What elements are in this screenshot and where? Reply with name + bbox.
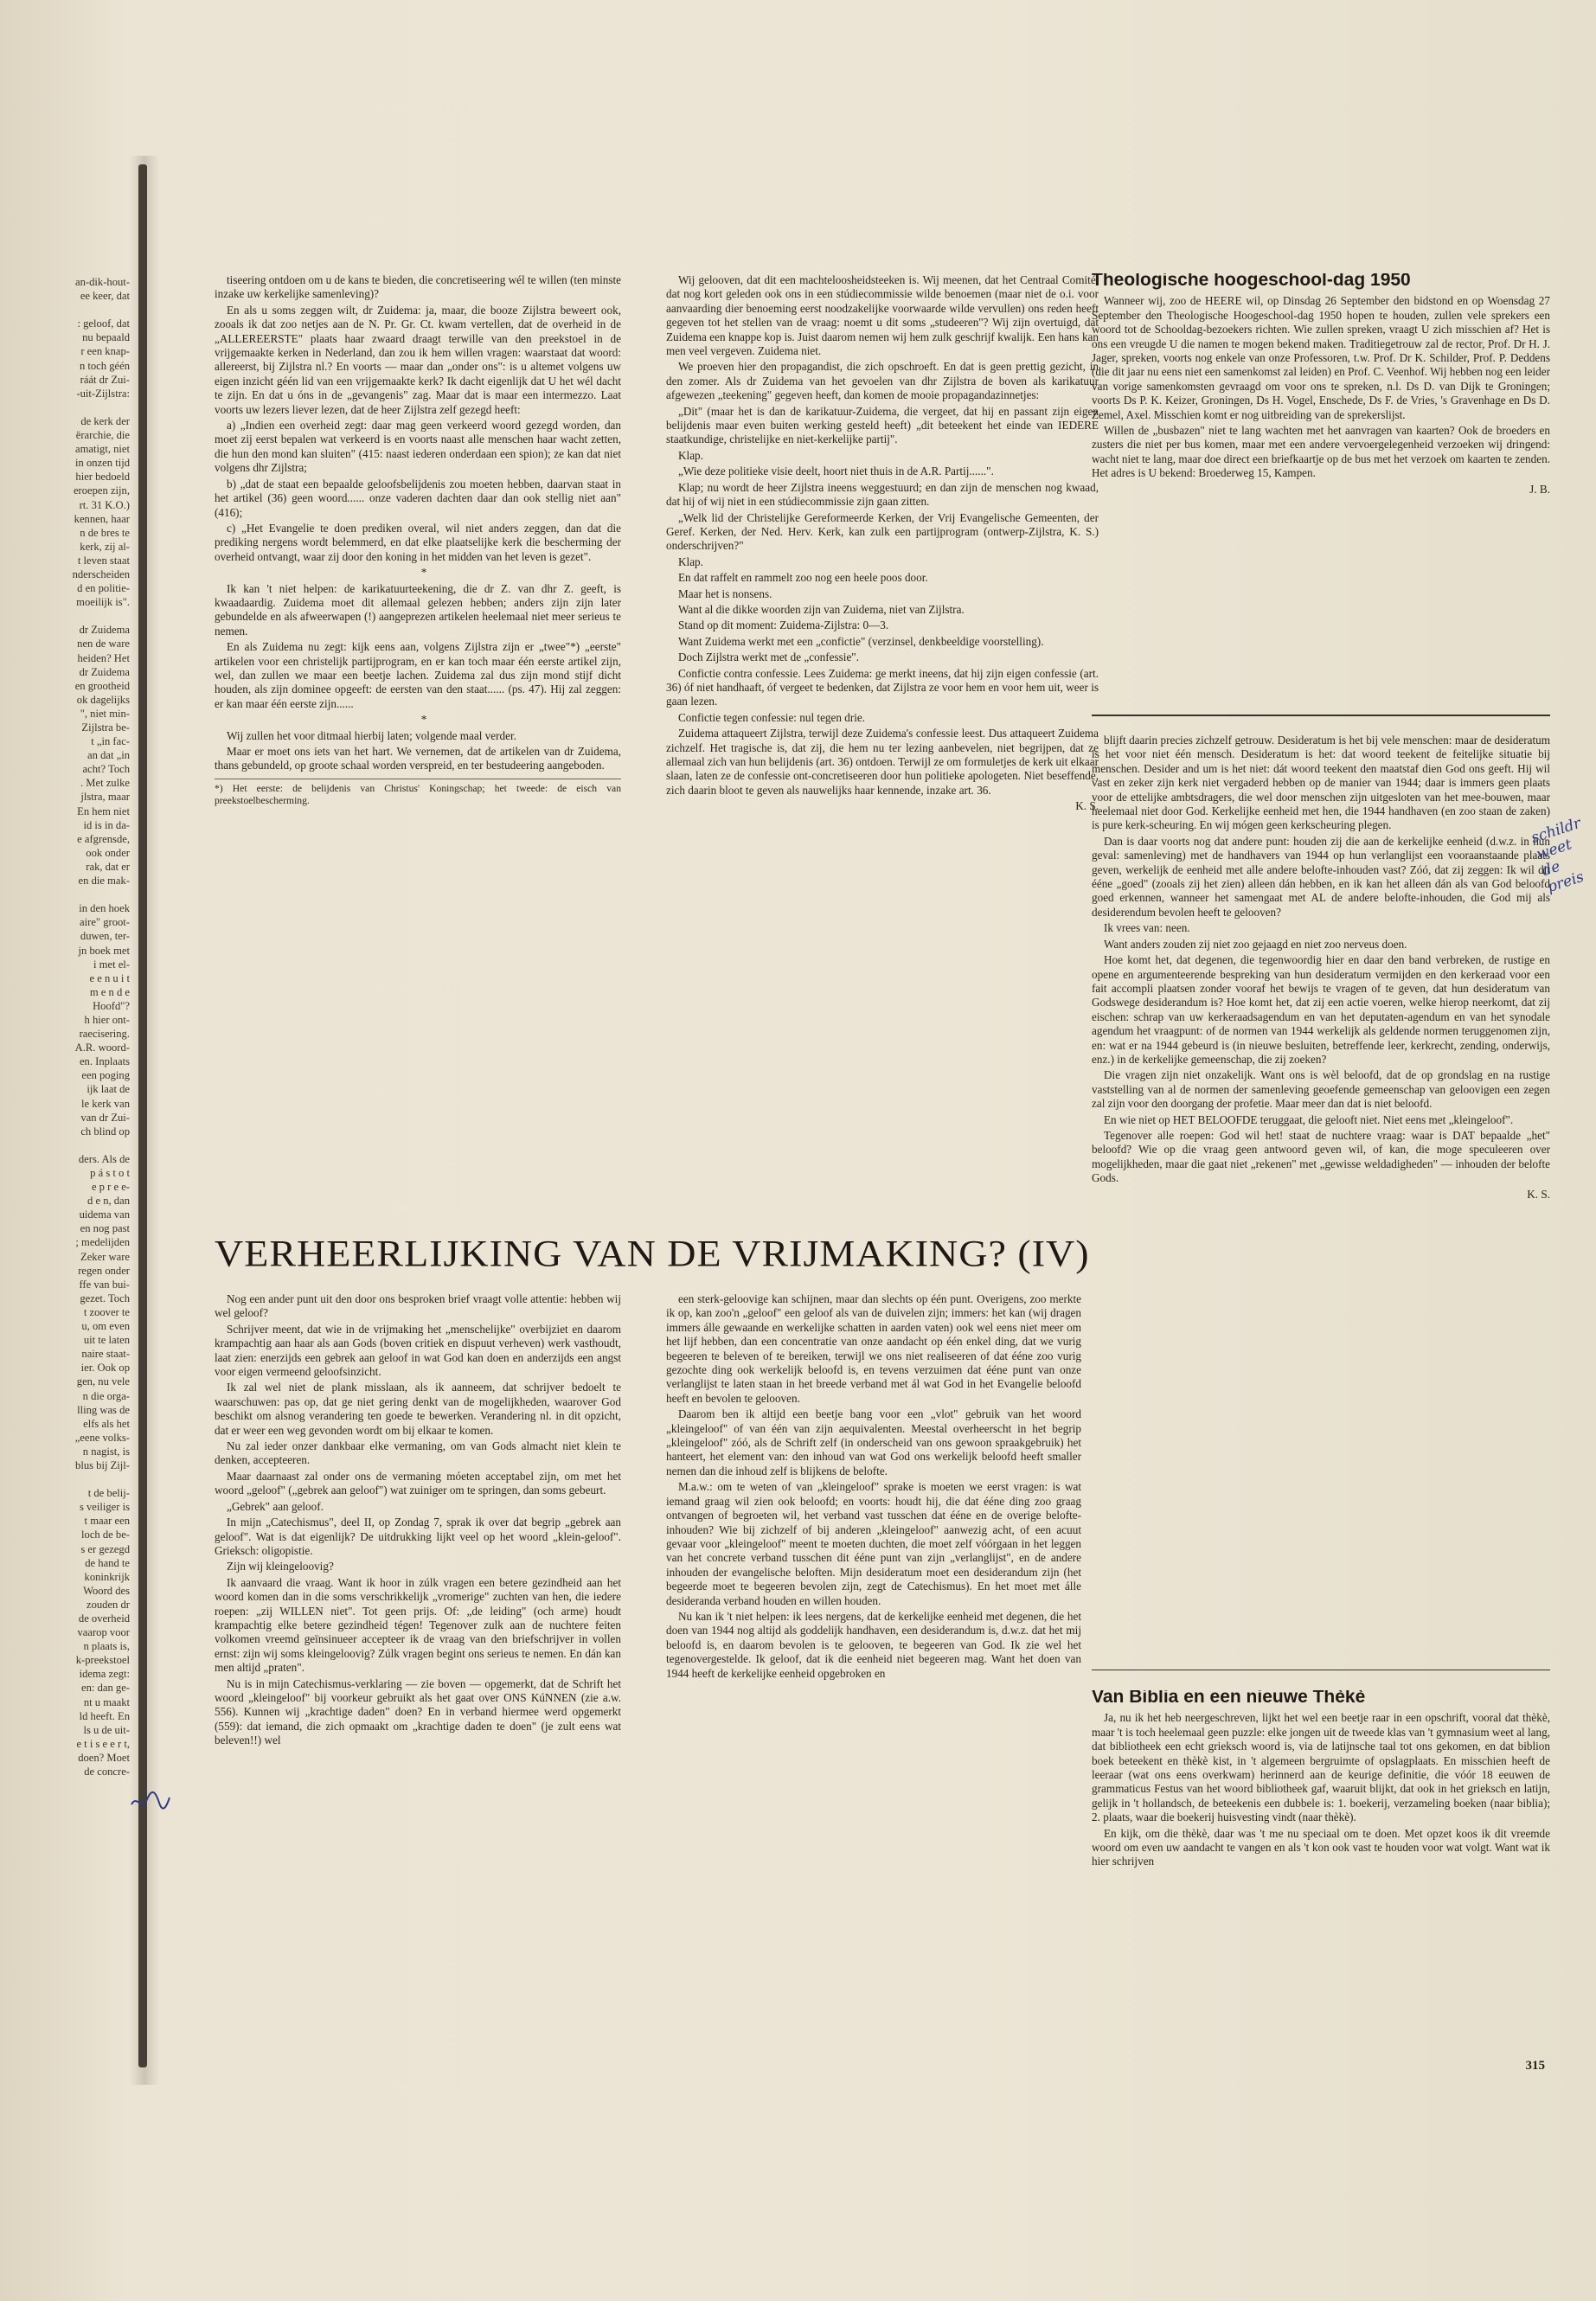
paragraph: „Dit" (maar het is dan de karikatuur-Zuidema, die vergeet, dat hij en passant zijn eigen belijdenis maar even buiten werking gesteld heeft) „dit beteekent het einde van IEDERE staatkundige, christelijke en niet-kerkelijke partij".: [666, 404, 1099, 446]
stub-line: t leven staat: [77, 554, 130, 567]
stub-line: in onzen tijd: [75, 457, 130, 470]
article-column-1-body: [215, 273, 621, 773]
stub-line: e p r e e-: [91, 1181, 130, 1194]
paragraph: „Wie deze politieke visie deelt, hoort niet thuis in de A.R. Partij......".: [678, 465, 994, 478]
stub-line: rt. 31 K.O.): [79, 498, 130, 511]
paragraph: Klap; nu wordt de heer Zijlstra ineens weggestuurd; en dan zijn de menschen nog kwaad, dat hij of wij niet in een stúdiecommissie zijn gaan zitten.: [666, 480, 1099, 509]
paragraph: Klap.: [678, 554, 703, 568]
stub-line: nt u maakt: [83, 1695, 130, 1708]
stub-line: Zijlstra be-: [81, 721, 130, 734]
schooldag-signoff: J. B.: [1529, 482, 1550, 496]
article-headline: VERHEERLIJKING VAN DE VRIJMAKING? (IV): [215, 1232, 1090, 1274]
paragraph: Wij gelooven, dat dit een machteloosheidsteeken is. Wij meenen, dat het Centraal Comité, dat nog kort geleden ook ons in een stúdiecommissie wilde benoemen (maar niet de o.i. voor aanvaarding dier benoeming eerst noodzakelijke voorwaarde wilde vervullen) ons reden heeft gegeven tot het stellen van de vraag: noemt u dit soms „studeeren"? Wij zijn overtuigd, dat Zuidema een knappe kop is. Juist daarom nemen wij hem zulk geschrijf kwalijk. Een hans kan men veel vergeven. Zuidema niet.: [666, 273, 1099, 358]
stub-line: A.R. woord-: [74, 1042, 130, 1054]
stub-line: e afgrensde,: [77, 832, 130, 845]
paragraph: Confictie contra confessie. Lees Zuidema: ge merkt ineens, dat hij zijn eigen confessie (art. 36) óf niet handhaaft, óf vergeet te bedenken, dat Zijlstra ze voor hem en voor hem uit, weer is gaan lezen.: [666, 666, 1099, 708]
paragraph: Nu zal ieder onzer dankbaar elke vermaning, om van Gods almacht niet klein te denken, accepteeren.: [215, 1439, 621, 1467]
stub-line: eroepen zijn,: [73, 484, 130, 497]
stub-line: ffe van bui-: [79, 1278, 130, 1291]
stub-line: doen? Moet: [78, 1751, 130, 1764]
stub-line: le kerk van: [81, 1097, 130, 1110]
paragraph: M.a.w.: om te weten of van „kleingeloof" sprake is moeten we eerst vragen: is wat iemand graag wil zien ook beloofd; en voorts: houdt hij, die dat ééne ding zoo graag ontvangen of begroeten wil, het verband vast tusschen dat ééne en de overige belofte-inhouden? Wie bij zichzelf of bij anderen „kleingeloof" aanwezig acht, of een acuut gevaar voor „kleingeloof" meent te moeten duchten, die moet zelf vóórgaan in het leggen van het concrete verband tusschen dit ééne punt van zijn „verlanglijst", en de andere inhouden der evangelische beloften. Mijn desideratum moet een desiderandum zijn (het begeerde moet te begeeren bevolen zijn, zegt de Catechismus). En het moet met álle desideranda verband houden en willen houden.: [666, 1480, 1081, 1607]
stub-line: h hier ont-: [84, 1013, 130, 1026]
stub-line: koninkrijk: [84, 1570, 130, 1583]
stub-line: [0, 1138, 130, 1152]
stub-line: dr Zuidema: [79, 665, 130, 678]
paragraph: Daarom ben ik altijd een beetje bang voor een „vlot" gebruik van het woord „kleingeloof" of van één van zijn aequivalenten. Meestal overheerscht in het begrip „kleingeloof" zóó, als de Schrift zelf (in onderscheid van ons gewoon spraakgebruik) het hanteert, het element van: den inhoud van wat God ons werkelijk beloofd heeft smaller nemen dan die inhoud zelf is blijkens de belofte.: [666, 1407, 1081, 1477]
stub-line: de kerk der: [80, 414, 130, 427]
page-number: 315: [1525, 2059, 1545, 2073]
stub-line: e t i s e e r t,: [76, 1737, 130, 1750]
stub-line: n nagist, is: [82, 1445, 130, 1458]
previous-page-stub-column: [0, 275, 130, 2022]
section-divider: [1092, 715, 1550, 716]
paragraph: We proeven hier den propagandist, die zich opschroeft. En dat is geen prettig gezicht, in den zomer. Als dr Zuidema van het gevoelen van dhr Zijlstra de boven als karikatuur afgewezen „teekening" gegeven heeft, dan komen de mooie propagandazinnetjes:: [666, 360, 1099, 402]
stub-line: hier bedoeld: [75, 471, 130, 484]
stub-line: elfs als het: [83, 1417, 130, 1430]
biblia-body: [1092, 1711, 1550, 1868]
paragraph: Want anders zouden zij niet zoo gejaagd en niet zoo nerveus doen.: [1104, 937, 1407, 951]
paragraph: Ik aanvaard die vraag. Want ik hoor in zúlk vragen een betere gezindheid aan het woord komen dan in die soms verschrikkelijk „vromerige" zuchten van hen, die iedere roepen: „zij WILLEN niet". Tot geen prijs. Of: „de leiding" (och arme) houdt krampachtig elke betere gezindheid tégen! Tegenover zulk aan de nuchtere feiten volkomen vreemd geïnsinueer accepteer ik de vraag van den briefschrijver in vollen ernst: zijn wij soms kleingeloovig? Zúlk vragen begint ons serieus te nemen. En dán kan men altijd „praten".: [215, 1575, 621, 1675]
stub-line: de overheid: [78, 1612, 130, 1625]
stub-line: van dr Zui-: [80, 1111, 130, 1124]
article-signoff: K. S.: [1075, 799, 1099, 813]
paragraph: een sterk-geloovige kan schijnen, maar dan slechts op één punt. Overigens, zoo merkte ik op, kan zoo'n „geloof" een geloof als van de duivelen zijn; immers: het kan (wij dragen immers álle gewaande en werkelijke schatten in aarden vaten) ook wel eens niet meer om het lijf hebben, dan een concentratie van onze aandacht op één enkel ding, dat we vurig begeeren te beleven of te bereiken, terwijl we ons niet realiseeren of dat ééne zoo vurig gezochte ding ook werkelijk beloofd is, en tevens verzuimen dat ééne punt van onze verlanglijst te laten staan in het breede verband met ál wat God in het Evangelie beloofd heeft en bevolen te gelooven.: [666, 1292, 1081, 1405]
stub-line: ", niet min-: [80, 707, 130, 720]
margin-scribble-icon: [130, 1789, 171, 1813]
stub-line: rak, dat er: [86, 860, 130, 873]
stub-line: k-preekstoel: [75, 1654, 130, 1667]
paragraph: Maar er moet ons iets van het hart. We vernemen, dat de artikelen van dr Zuidema, thans gebundeld, op groote schaal worden verspreid, en ter bestudeering aangeboden.: [215, 745, 621, 772]
paragraph: En kijk, om die thèkè, daar was 't me nu speciaal om te doen. Met opzet koos ik dit vreemde woord om even uw aandacht te vangen en als 't kon ook vast te houden voor wat volgt. Want wat ik hier schrijven: [1092, 1826, 1550, 1868]
article-column-1: [215, 273, 621, 1225]
stub-line: Zeker ware: [80, 1250, 130, 1263]
biblia-heading: Van Biblia en een nieuwe Thèkè: [1092, 1690, 1366, 1707]
paragraph: blijft daarin precies zichzelf getrouw. Desideratum is het bij vele menschen: maar de desideratum is het voor niet één mensch. Desideratum is het: dat woord teekent de feitelijke situatie bij menschen. Desider and um is het niet: dát woord teekent den maatstaf dien God ons geeft. Hij wil vast en zeker zijn kerk niet vergaderd hebben op de manier van 1944; daar is immers geen plaats voor de ettelijke ambtsdragers, die wel door menschen zijn uitgesloten van het mee-bouwen, maar heelemaal niet door God. Kerkelijke eenheid met hen, die 1944 handhaven (en zoo staan de zaken) is pure kerk-scheuring. En wij mógen geen kerkscheuring plegen.: [1092, 734, 1550, 832]
paragraph: Maar het is nonsens.: [678, 586, 772, 600]
stub-line: amatigt, niet: [75, 443, 130, 456]
paragraph: Die vragen zijn niet onzakelijk. Want ons is wèl beloofd, dat de op grondslag en na rustige vaststelling van al de normen der samenleving geoefende gemeenschap van geloovigen een zegen zal zijn voor den doorgang der profetie. Maar meer dan dat is niet beloofd.: [1092, 1068, 1550, 1111]
stub-line: ; medelijden: [75, 1236, 130, 1249]
stub-line: in den hoek: [79, 902, 130, 915]
footnote: *) Het eerste: de belijdenis van Christus' Koningschap; het tweede: de eisch van preekstoelbescherming.: [215, 779, 621, 807]
stub-line: nu bepaald: [82, 331, 130, 344]
paragraph: Zuidema attaqueert Zijlstra, terwijl deze Zuidema's confessie leest. Dus attaqueert Zuidema zichzelf. Het tragische is, dat zij, die hem nu ter lezing aanbevelen, niet begrijpen, dat ze allemaal zich van hun belijdenis (art. 36) ontdoen. Terwijl ze om formuletjes de kerk uit elkaar slaan, laten ze de confessie ont-concretiseeren door hun politieke apologeten. Niet beseffende, zich daarin bloot te geven als nauwelijks haar kennende, inzake art. 36.: [666, 727, 1099, 797]
paragraph: Ik vrees van: neen.: [1104, 921, 1190, 935]
stub-line: lling was de: [77, 1403, 130, 1416]
vrijmaking-column-1-body: [215, 1292, 621, 1748]
stub-line: Woord des: [83, 1584, 130, 1597]
paragraph: Stand op dit moment: Zuidema-Zijlstra: 0—3.: [678, 619, 889, 632]
stub-line: en die mak-: [78, 875, 130, 888]
vrijmaking-column-2-body: [666, 1292, 1081, 1681]
paragraph: Confictie tegen confessie: nul tegen drie.: [678, 710, 866, 724]
stub-line: en nog past: [80, 1222, 130, 1235]
stub-line: s veiliger is: [79, 1501, 130, 1514]
paragraph: a) „Indien een overheid zegt: daar mag geen verkeerd woord gezegd worden, dan moet zij eerst bepalen wat verkeerd is en voorts naast alle menschen haar wacht zetten, die hun den mond kan sluiten" (415: naast iederen onderdaan een spion); ze kan dat niet volgens dhr Zijlstra;: [215, 419, 621, 475]
paragraph: c) „Het Evangelie te doen prediken overal, wil niet anders zeggen, dan dat die prediking nergens wordt belemmerd, en dat elke plaatselijke kerk die bescherming der overheid ontvangt, waar zij door den koning in het midden van het leven is gezet".: [215, 521, 621, 563]
paragraph: Klap.: [678, 448, 703, 462]
stub-line: i met el-: [93, 958, 130, 971]
paragraph: „Welk lid der Christelijke Gereformeerde Kerken, der Vrij Evangelische Gemeenten, der Geref. Kerken, der Ned. Herv. Kerk, kan zulk een partijprogram (ontwerp-Zijlstra, K. S.) onderschrijven?": [666, 510, 1099, 553]
stub-line: ërarchie, die: [75, 429, 130, 442]
biblia-article: [1092, 1690, 1550, 2071]
paragraph: Wij zullen het voor ditmaal hierbij laten; volgende maal verder.: [227, 728, 516, 742]
stub-line: an dat „in: [87, 749, 130, 762]
stub-line: ráát dr Zui-: [80, 373, 130, 386]
section-asterisk: *: [420, 713, 427, 727]
stub-line: jn boek met: [78, 944, 130, 957]
stub-line: t de belij-: [87, 1487, 130, 1500]
stub-line: Hoofd"?: [93, 999, 130, 1012]
stub-line: nderscheiden: [72, 567, 130, 580]
stub-line: jlstra, maar: [80, 791, 130, 804]
article-column-2-body: [666, 273, 1099, 798]
stub-line: „eene volks-: [74, 1431, 130, 1444]
paragraph: Ik kan 't niet helpen: de karikatuurteekening, die dr Z. van dhr Z. geeft, is kwaadaardig. Zuidema moet dit allemaal gelezen hebben; anders zijn zijn later gebundelde en als afweerwapen (!) aangeprezen artikelen heelemaal niet meer serieus te nemen.: [215, 581, 621, 638]
stub-line: en grootheid: [74, 679, 130, 692]
stub-line: p á s t o t: [90, 1167, 130, 1179]
section-asterisk: *: [420, 566, 427, 580]
stub-line: regen onder: [78, 1264, 130, 1277]
paragraph: „Gebrek" aan geloof.: [227, 1499, 324, 1513]
stub-line: de concre-: [84, 1766, 130, 1779]
stub-line: en. Inplaats: [79, 1055, 130, 1068]
article-continuation-body: [1092, 734, 1550, 1186]
stub-line: ok dagelijks: [76, 693, 130, 706]
paragraph: Nu is in mijn Catechismus-verklaring — zie boven — opgemerkt, dat de Schrift het woord „kleingeloof" bij voorkeur gebruikt als het gaat over ONS KúNNEN (zie a.w. 556). Kunnen wij „krachtige daden" doen? En in verband hiermee werd opgemerkt (559): dat iemand, die zich opmaakt om „krachtige daden te doen" (je zult eens wat beleven!!) wel: [215, 1676, 621, 1747]
schooldag-heading: Theologische hoogeschool-dag 1950: [1092, 273, 1411, 290]
paragraph: b) „dat de staat een bepaalde geloofsbelijdenis zou moeten hebben, daarvan staat in het artikel (36) geen woord...... onze vaderen dachten daar dan ook stellig niet aan" (416);: [215, 477, 621, 519]
stub-line: ch blind op: [80, 1125, 130, 1138]
stub-line: een poging: [81, 1069, 130, 1082]
stub-line: n toch géén: [79, 359, 130, 372]
stub-line: -uit-Zijlstra:: [76, 387, 130, 400]
stub-line: an-dik-hout-: [75, 276, 130, 288]
stub-line: ders. Als de: [78, 1152, 130, 1165]
article-continuation-column: [1092, 734, 1550, 1625]
stub-line: t maar een: [84, 1515, 130, 1528]
stub-line: ls u de uit-: [83, 1723, 130, 1736]
stub-line: gen, nu vele: [76, 1375, 130, 1388]
paragraph: Nu kan ik 't niet helpen: ik lees nergens, dat de kerkelijke eenheid met degenen, die het doen van 1944 nog altijd als goddelijk handhaven, een desiderandum is, d.w.z. dat het mij beloofd is, en daarom bevolen is te gelooven, te begeeren van God. Ik zie wel het tegenovergestelde. Ik geloof, dat ik die eenheid niet begeeren mag. Want het doen van 1944 heeft de kerkelijke eenheid opgebroken en: [666, 1609, 1081, 1680]
handwritten-margin-note: schildr weet de preis: [1529, 814, 1586, 897]
stub-line: uit te laten: [83, 1334, 130, 1347]
stub-line: r een knap-: [80, 345, 130, 358]
stub-line: id is in da-: [83, 818, 130, 831]
stub-line: ee keer, dat: [80, 290, 130, 303]
paragraph: Dan is daar voorts nog dat andere punt: houden zij die aan de kerkelijke eenheid (d.w.z. in hun geval: samenleving) met de handhavers van 1944 op hun verlanglijst een vooraanstaande plaats geven, werkelijk de eenheid met alle andere belofte-inhouden vast? Zóó, dat zij zeggen: Ik wil dit ééne „goed" (zooals zij het zien) alleen dán hebben, en ik kan het alleen dán als van God beloofd goed erkennen, wanneer het samengaat met AL de andere belofte-inhouden, die God mij als desiderendum bevolen heeft te gelooven?: [1092, 834, 1550, 919]
stub-line: ook onder: [86, 846, 130, 859]
stub-line: : geloof, dat: [77, 317, 130, 330]
paragraph: Zijn wij kleingeloovig?: [227, 1560, 334, 1574]
vrijmaking-column-1: [215, 1292, 621, 2106]
stub-line: moeilijk is".: [76, 596, 130, 609]
stub-line: t „in fac-: [91, 735, 130, 748]
stub-line: [0, 401, 130, 414]
schooldag-notice: [1092, 273, 1550, 706]
stub-line: [0, 888, 130, 901]
paragraph: En als u soms zeggen wilt, dr Zuidema: ja, maar, die booze Zijlstra beweert ook, zooals ik dat zoo netjes aan de N. Pr. Gr. Ct. kwam vertellen, dat de overheid in de „ALLEREERSTE" plaats haar zwaard draagt terwille van den preekstoel in de vrijgemaakte kerken in Nederland, dan zou ik hem willen vragen: waarstaat dat woord: allereerst, bij Zijlstra nl.? En voorts — maar dan „onder ons": is u altemet volgens uw eigen inzicht géén lid van een vrijgemaakte kerk? Ik dacht eigenlijk dat U het wél dacht te zijn. En dat u óns in de „gevangenis" zag. Maar dat is maar een intermezzo. Laat voorts uw lezers liever lezen, dat de heer Zijlstra zelf gezegd heeft:: [215, 303, 621, 416]
stub-line: n plaats is,: [83, 1640, 130, 1653]
stub-line: uidema van: [79, 1208, 130, 1221]
paragraph: Want al die dikke woorden zijn van Zuidema, niet van Zijlstra.: [678, 602, 965, 616]
stub-line: gezet. Toch: [80, 1292, 130, 1304]
paragraph: Tegenover alle roepen: God wil het! staat de nuchtere vraag: waar is DAT bepaalde „het" beloofd? Wie op die vraag geen antwoord geven wil, of kan, die moge speculeeren over mogelijkheden, maar die gaat niet „rekenen" met „gewisse weldadigheden" — inhouden der belofte Gods.: [1092, 1128, 1550, 1185]
stub-line: . Met zulke: [80, 777, 130, 790]
paragraph: Doch Zijlstra werkt met de „confessie".: [678, 651, 859, 664]
stub-line: idema zegt:: [79, 1668, 130, 1681]
vrijmaking-column-2: [666, 1292, 1081, 2071]
stub-line: zouden dr: [86, 1598, 130, 1611]
stub-line: n de bres te: [80, 526, 130, 539]
stub-line: nen de ware: [77, 638, 130, 651]
stub-line: vaarop voor: [77, 1626, 130, 1639]
stub-line: s er gezegd: [80, 1542, 130, 1555]
stub-line: e e n u i t: [89, 971, 130, 984]
paragraph: tiseering ontdoen om u de kans te bieden, die concretiseering wél te willen (ten minste inzake uw kerkelijke samenleving)?: [215, 273, 621, 301]
stub-line: ld heeft. En: [79, 1709, 130, 1722]
stub-line: [0, 1472, 130, 1486]
stub-line: dr Zuidema: [79, 624, 130, 637]
stub-line: u, om even: [81, 1320, 130, 1333]
stub-line: acht? Toch: [82, 763, 130, 776]
paragraph: En dat raffelt en rammelt zoo nog een heele poos door.: [678, 571, 928, 585]
stub-line: naire staat-: [81, 1348, 130, 1361]
stub-line: blus bij Zijl-: [75, 1458, 130, 1471]
schooldag-body: [1092, 294, 1550, 480]
paragraph: In mijn „Catechismus", deel II, op Zondag 7, sprak ik over dat begrip „gebrek aan geloof". Wat is dat eigenlijk? De uitdrukking lijkt veel op het woord „klein-geloof". Grieksch: oligopistie.: [215, 1516, 621, 1557]
stub-line: raecisering.: [79, 1028, 130, 1041]
paragraph: En wie niet op HET BELOOFDE teruggaat, die gelooft niet. Niet eens met „kleingeloof".: [1104, 1112, 1514, 1126]
stub-line: kennen, haar: [74, 512, 130, 525]
stub-line: kerk, zij al-: [80, 540, 130, 553]
paragraph: Nog een ander punt uit den door ons besproken brief vraagt volle attentie: hebben wij wel geloof?: [215, 1292, 621, 1320]
stub-line: [0, 303, 130, 317]
stub-line: d en politie-: [77, 582, 130, 595]
paragraph: Willen de „busbazen" niet te lang wachten met het aanvragen van kaarten? Ook de broeders en zusters die niet per bus komen, maar met een andere vervoergelegenheid verzoeken wij dringend: wacht niet te lang, maar doe direct een briefkaartje op de bus met het verzoek om kaarten te zenden. Het adres is U bekend: Broederweg 15, Kampen.: [1092, 424, 1550, 480]
stub-line: [0, 609, 130, 623]
stub-line: n die orga-: [82, 1389, 130, 1402]
paragraph: Wanneer wij, zoo de HEERE wil, op Dinsdag 26 September den bidstond en op Woensdag 27 September den Theologische Hoogeschool-dag 1950 hopen te houden, zullen vele sprekers een woord tot de Schooldag-bezoekers richten. Wie zullen spreken, vraagt U zich misschien af? Het is ons een vreugde U die namen te mogen bekend maken. Traditiegetrouw zal de rector, Prof. Dr H. J. Jager, spreken, voorts nog enkele van onze Professoren, t.w. Prof. Dr K. Schilder, Prof. P. Deddens (die dit jaar nu eens niet een samenkomst zal leiden) en Prof. C. Veenhof. Wij hebben nog een leider van vorige samenkomsten gevraagd om voor ons te spreken, n.l. Ds D. van Dijk te Groningen; voorts Ds P. K. Keizer, Groningen, Ds H. Vogel, Enschede, Ds F. de Vries, 's Gravenhage en Ds D. Zemel, Axel. Misschien komt er nog uitbreiding van de sprekerslijst.: [1092, 294, 1550, 421]
stub-line: heiden? Het: [77, 651, 130, 664]
paragraph: Want Zuidema werkt met een „confictie" (verzinsel, denkbeeldige voorstelling).: [678, 634, 1044, 648]
stub-line: de hand te: [85, 1556, 130, 1569]
stub-line: aire" groot-: [80, 916, 130, 929]
stub-line: ijk laat de: [87, 1083, 130, 1096]
paragraph: Maar daarnaast zal onder ons de vermaning móeten acceptabel zijn, om met het woord „geloof" („gebrek aan geloof") wat zuiniger om te springen, dan soms gebeurt.: [215, 1469, 621, 1497]
paragraph: Ja, nu ik het heb neergeschreven, lijkt het wel een beetje raar in een opschrift, vooral dat thèkè, maar 't is toch heelemaal geen puzzle: elke jongen uit de tweede klas van 't gymnasium weet al lang, dat bibliotheek een echt grieksch woord is, via de latijnsche taal tot ons gekomen, en dat biblion boek beteekent en thèkè kist, in 't algemeen bergruimte of opslagplaats. En misschien heeft de leeraar (wat ons eens overkwam) herinnerd aan de keurige definitie, die vóór 18 eeuwen de grammaticus Festus van het woord bibliotheek gaf, waaruit blijkt, dat ook in het grieksch en latijn, gelijk in 't hollandsch, de beteekenis een dubbele is: 1. boekerij, verzameling boeken (naar biblia); 2. plaats, waar die boekerij huisvesting vindt (naar thèkè).: [1092, 1711, 1550, 1824]
article-column-2: [666, 273, 1099, 1216]
stub-line: d e n, dan: [87, 1195, 130, 1208]
continuation-signoff: K. S.: [1527, 1187, 1550, 1201]
binding-edge: [138, 164, 147, 2067]
paragraph: Hoe komt het, dat degenen, die tegenwoordig hier en daar den band verbreken, de rustige en opene en argumenteerende bespreking van hun desideratum vermijden en den kerkeraad voor een fait accompli plaatsen zonder vooraf het bewijs te vragen of te geven, dat hun desideratum van Godswege desiderandum is? Hoe komt het, dat zij een actie voeren, welke hierop neerkomt, dat zij eischen: schrap van uw kerkeraadsagendum en van het deputaten-agendum en van het synodale agendum het vraagpunt: of de normen van 1944 werkelijk als geldende normen teruggenomen zijn, en: wat er na 1944 gebeurd is (in nieuwe besluiten, betreffende leer, kerkrecht, zending, onderwijs, enz.) in de kerkelijke gemeenschap, die zij zoeken?: [1092, 953, 1550, 1066]
stub-line: En hem niet: [77, 804, 130, 817]
paragraph: Schrijver meent, dat wie in de vrijmaking het „menschelijke" overbijziet en daarom krampachtig aan haar als aan Gods (boven critiek en dispuut verheven) werk vasthoudt, laat zien: enerzijds een gebrek aan geloof in wat God kan doen en anderzijds een angst voor eigen vermeend geloofsinzicht.: [215, 1322, 621, 1379]
stub-line: loch de be-: [81, 1529, 130, 1541]
paragraph: Ik zal wel niet de plank misslaan, als ik aanneem, dat schrijver bedoelt te waarschuwen: pas op, dat ge niet gering denkt van de mogelijkheden, waarover God beschikt om alsnog verandering ten goede te bewerken. Verandering nl. in dit opzicht, dat er weer een weg gevonden wordt om bij elkaar te komen.: [215, 1381, 621, 1437]
stub-line: ier. Ook op: [80, 1362, 130, 1375]
stub-line: t zoover te: [83, 1305, 130, 1318]
stub-line: m e n d e: [89, 985, 130, 998]
paragraph: En als Zuidema nu zegt: kijk eens aan, volgens Zijlstra zijn er „twee"*) „eerste" artikelen voor een christelijk partijprogram, en er kan toch maar één eerste artikel zijn, wel, dan zullen we maar een beetje lachen. Zuidema zal dus zijn mond stijf dicht houden, als zijn dominee opgeeft: de eersten van den staat...... (ps. 47). Hij zal zeggen: er kan maar één eerste zijn......: [215, 640, 621, 710]
stub-line: duwen, ter-: [80, 930, 130, 943]
stub-line: en: dan ge-: [81, 1682, 130, 1695]
